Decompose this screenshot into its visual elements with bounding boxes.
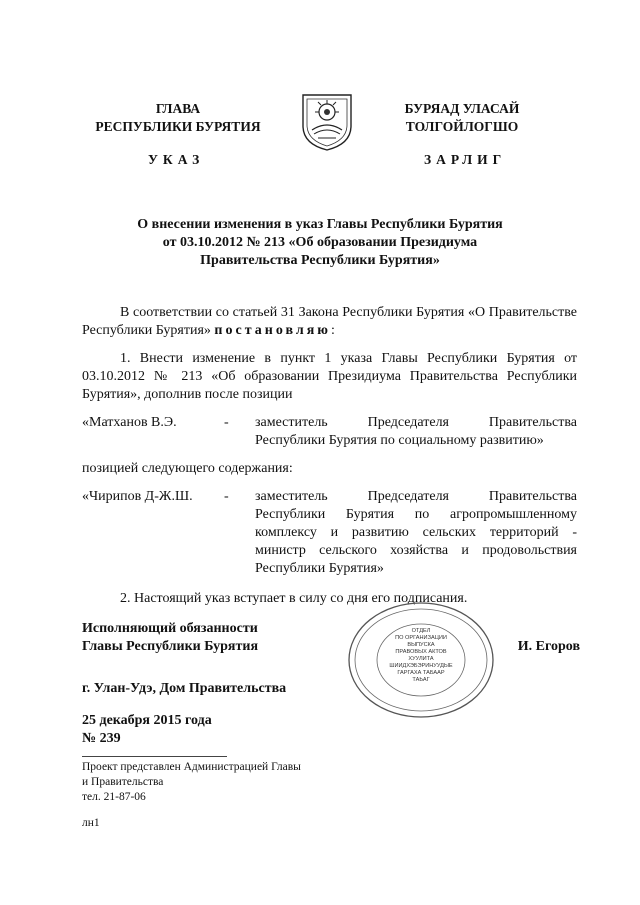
left-header — [78, 100, 278, 136]
intro-end: : — [330, 323, 335, 338]
footer-code: лн1 — [82, 817, 100, 829]
doc-type-left: УКАЗ — [148, 152, 205, 167]
coat-of-arms-icon — [300, 92, 354, 152]
item-2-paragraph: 2. Настоящий указ вступает в силу со дня его подписания. — [120, 591, 468, 606]
signing-place: г. Улан-Удэ, Дом Правительства — [82, 681, 287, 696]
document-title — [80, 216, 560, 270]
right-header-line1: БУРЯАД УЛАСАЙ — [404, 101, 520, 116]
footer-divider — [82, 756, 227, 757]
stamp-line4: ПРАВОВЫХ АКТОВ — [395, 649, 447, 655]
official-stamp — [346, 600, 496, 720]
position-2-description: заместитель Председателя Правительства Республики Бурятия по агропромышленному комплексу и развитию сельских территорий - министр сельского хозяйства и продовольствия Республики Бурятия» — [255, 489, 577, 576]
intro-text: В соответствии со статьей 31 Закона Республики Бурятия «О Правительстве Республики Бурятия» — [82, 305, 577, 338]
intro-emphasis: постановляю — [214, 323, 331, 338]
left-header-line1: ГЛАВА — [155, 101, 201, 116]
stamp-line6: ШИИДХЭБЭРИНУУДЫЕ — [389, 663, 453, 669]
signatory-name: И. Егоров — [517, 639, 580, 654]
signing-date-block — [82, 712, 322, 748]
footer-note — [82, 760, 382, 805]
document-number: № 239 — [82, 731, 121, 746]
position-1-row — [82, 414, 577, 450]
signing-date: 25 декабря 2015 года — [82, 713, 212, 728]
stamp-line5: ХУУЛИТА — [408, 656, 434, 662]
position-2-name: «Чирипов Д-Ж.Ш. — [82, 489, 193, 504]
position-1-dash: - — [224, 415, 229, 430]
stamp-line3: ВЫПУСКА — [407, 642, 435, 648]
right-header — [372, 100, 552, 136]
footer-line1: Проект представлен Администрацией Главы — [82, 761, 301, 773]
doc-type-right: ЗАРЛИГ — [424, 152, 507, 167]
position-1-description: заместитель Председателя Правительства Республики Бурятия по социальному развитию» — [255, 415, 577, 448]
stamp-line1: ОТДЕЛ — [411, 628, 431, 634]
intro-paragraph — [82, 304, 577, 340]
footer-line2: и Правительства — [82, 776, 164, 788]
title-line2: от 03.10.2012 № 213 «Об образовании Президиума — [162, 235, 478, 250]
stamp-line2: ПО ОРГАНИЗАЦИИ — [395, 635, 447, 641]
title-line3: Правительства Республики Бурятия» — [200, 253, 440, 268]
signatory-position-line2: Главы Республики Бурятия — [82, 639, 259, 654]
right-header-line2: ТОЛГОЙЛОГШО — [405, 119, 519, 134]
position-2-row — [82, 488, 577, 578]
signatory-position-line1: Исполняющий обязанности — [82, 621, 258, 636]
position-2-dash: - — [224, 489, 229, 504]
footer-line3: тел. 21-87-06 — [82, 791, 146, 803]
stamp-line8: ТАЬАГ — [412, 677, 430, 683]
connector-text: позицией следующего содержания: — [82, 461, 293, 476]
left-header-line2: РЕСПУБЛИКИ БУРЯТИЯ — [95, 119, 261, 134]
position-1-name: «Матханов В.Э. — [82, 415, 177, 430]
stamp-text — [376, 628, 466, 684]
signatory-position — [82, 620, 312, 656]
title-line1: О внесении изменения в указ Главы Республики Бурятия — [137, 217, 503, 232]
stamp-line7: ГАРГАХА ТАБААР — [397, 670, 445, 676]
item-1-paragraph: 1. Внести изменение в пункт 1 указа Главы Республики Бурятия от 03.10.2012 № 213 «Об образовании Президиума Правительства Республики Бурятия», дополнив после позиции — [82, 351, 577, 402]
